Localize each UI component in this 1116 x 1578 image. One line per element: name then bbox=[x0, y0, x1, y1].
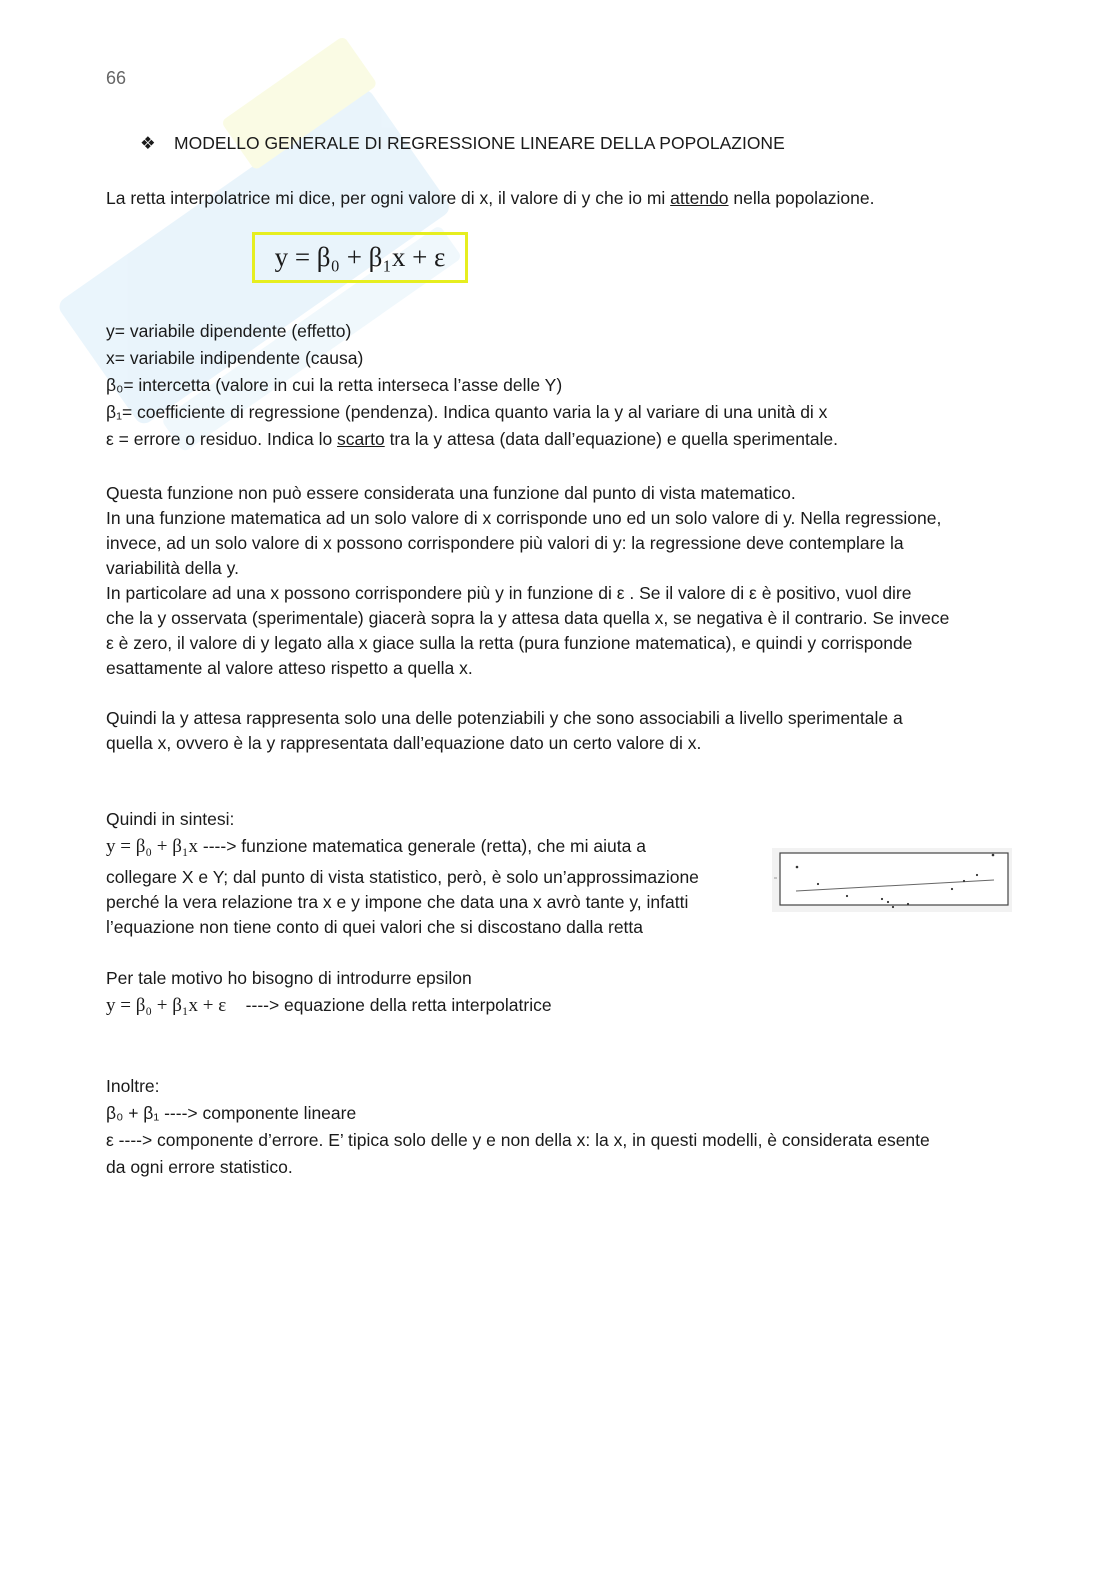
inoltre-line: da ogni errore statistico. bbox=[106, 1157, 293, 1177]
paragraph1-line: invece, ad un solo valore di x possono corrispondere più valori di y: la regressione deve contemplare la bbox=[106, 533, 904, 553]
linear-equation: y = β₀ + β₁x bbox=[106, 836, 199, 857]
inoltre-line: ε ----> componente d’errore. E’ tipica solo delle y e non della x: la x, in questi modelli, è considerata esente bbox=[106, 1130, 930, 1150]
definition-beta0: β₀= intercetta (valore in cui la retta interseca l’asse delle Y) bbox=[106, 375, 563, 395]
summary-line: perché la vera relazione tra x e y impone che data una x avrò tante y, infatti bbox=[106, 892, 689, 912]
inoltre-line: β₀ + β₁ ----> componente lineare bbox=[106, 1103, 357, 1123]
summary-equation-line: y = β₀ + β₁x ----> funzione matematica generale (retta), che mi aiuta a bbox=[106, 836, 646, 857]
section-heading bbox=[140, 133, 785, 154]
diamond-bullet-icon: ❖ bbox=[140, 133, 156, 153]
summary-line: collegare X e Y; dal punto di vista statistico, però, è solo un’approssimazione bbox=[106, 867, 699, 887]
paragraph1-line: variabilità della y. bbox=[106, 558, 239, 578]
scatter-plot-thumbnail bbox=[772, 848, 1012, 912]
definition-y: y= variabile dipendente (effetto) bbox=[106, 321, 352, 341]
definition-x: x= variabile indipendente (causa) bbox=[106, 348, 364, 368]
paragraph2-line: Quindi la y attesa rappresenta solo una delle potenziabili y che sono associabili a livello sperimentale a bbox=[106, 708, 903, 728]
summary-line: l’equazione non tiene conto di quei valori che si discostano dalla retta bbox=[106, 917, 644, 937]
intro-sentence: La retta interpolatrice mi dice, per ogni valore di x, il valore di y che io mi attendo nella popolazione. bbox=[106, 188, 875, 208]
underlined-scarto: scarto bbox=[337, 429, 385, 449]
main-equation-box bbox=[252, 232, 468, 283]
epsilon-equation-line: y = β₀ + β₁x + ε ----> equazione della retta interpolatrice bbox=[106, 995, 552, 1016]
definition-beta1: β₁= coefficiente di regressione (pendenza). Indica quanto varia la y al variare di una unità di x bbox=[106, 402, 828, 422]
paragraph1-line: che la y osservata (sperimentale) giacerà sopra la y attesa data quella x, se negativa è il contrario. Se invece bbox=[106, 608, 950, 628]
paragraph1-line: Questa funzione non può essere considerata una funzione dal punto di vista matematico. bbox=[106, 483, 796, 503]
inoltre-title: Inoltre: bbox=[106, 1076, 160, 1096]
paragraph1-line: In una funzione matematica ad un solo valore di x corrisponde uno ed un solo valore di y. Nella regressione, bbox=[106, 508, 942, 528]
full-equation: y = β₀ + β₁x + ε bbox=[106, 995, 227, 1016]
underlined-attendo: attendo bbox=[670, 188, 729, 208]
epsilon-intro: Per tale motivo ho bisogno di introdurre epsilon bbox=[106, 968, 472, 988]
paragraph1-line: esattamente al valore atteso rispetto a quella x. bbox=[106, 658, 473, 678]
page-number: 66 bbox=[106, 68, 127, 88]
paragraph1-line: In particolare ad una x possono corrispondere più y in funzione di ε . Se il valore di ε è positivo, vuol dire bbox=[106, 583, 912, 603]
main-equation: y = β₀ + β₁x + ε bbox=[274, 242, 446, 272]
heading-text: MODELLO GENERALE DI REGRESSIONE LINEARE DELLA POPOLAZIONE bbox=[174, 133, 785, 153]
paragraph2-line: quella x, ovvero è la y rappresentata dall’equazione dato un certo valore di x. bbox=[106, 733, 702, 753]
summary-title: Quindi in sintesi: bbox=[106, 809, 235, 829]
paragraph1-line: ε è zero, il valore di y legato alla x giace sulla la retta (pura funzione matematica), e quindi y corrisponde bbox=[106, 633, 913, 653]
definition-epsilon: ε = errore o residuo. Indica lo scarto tra la y attesa (data dall’equazione) e quella sperimentale. bbox=[106, 429, 839, 449]
